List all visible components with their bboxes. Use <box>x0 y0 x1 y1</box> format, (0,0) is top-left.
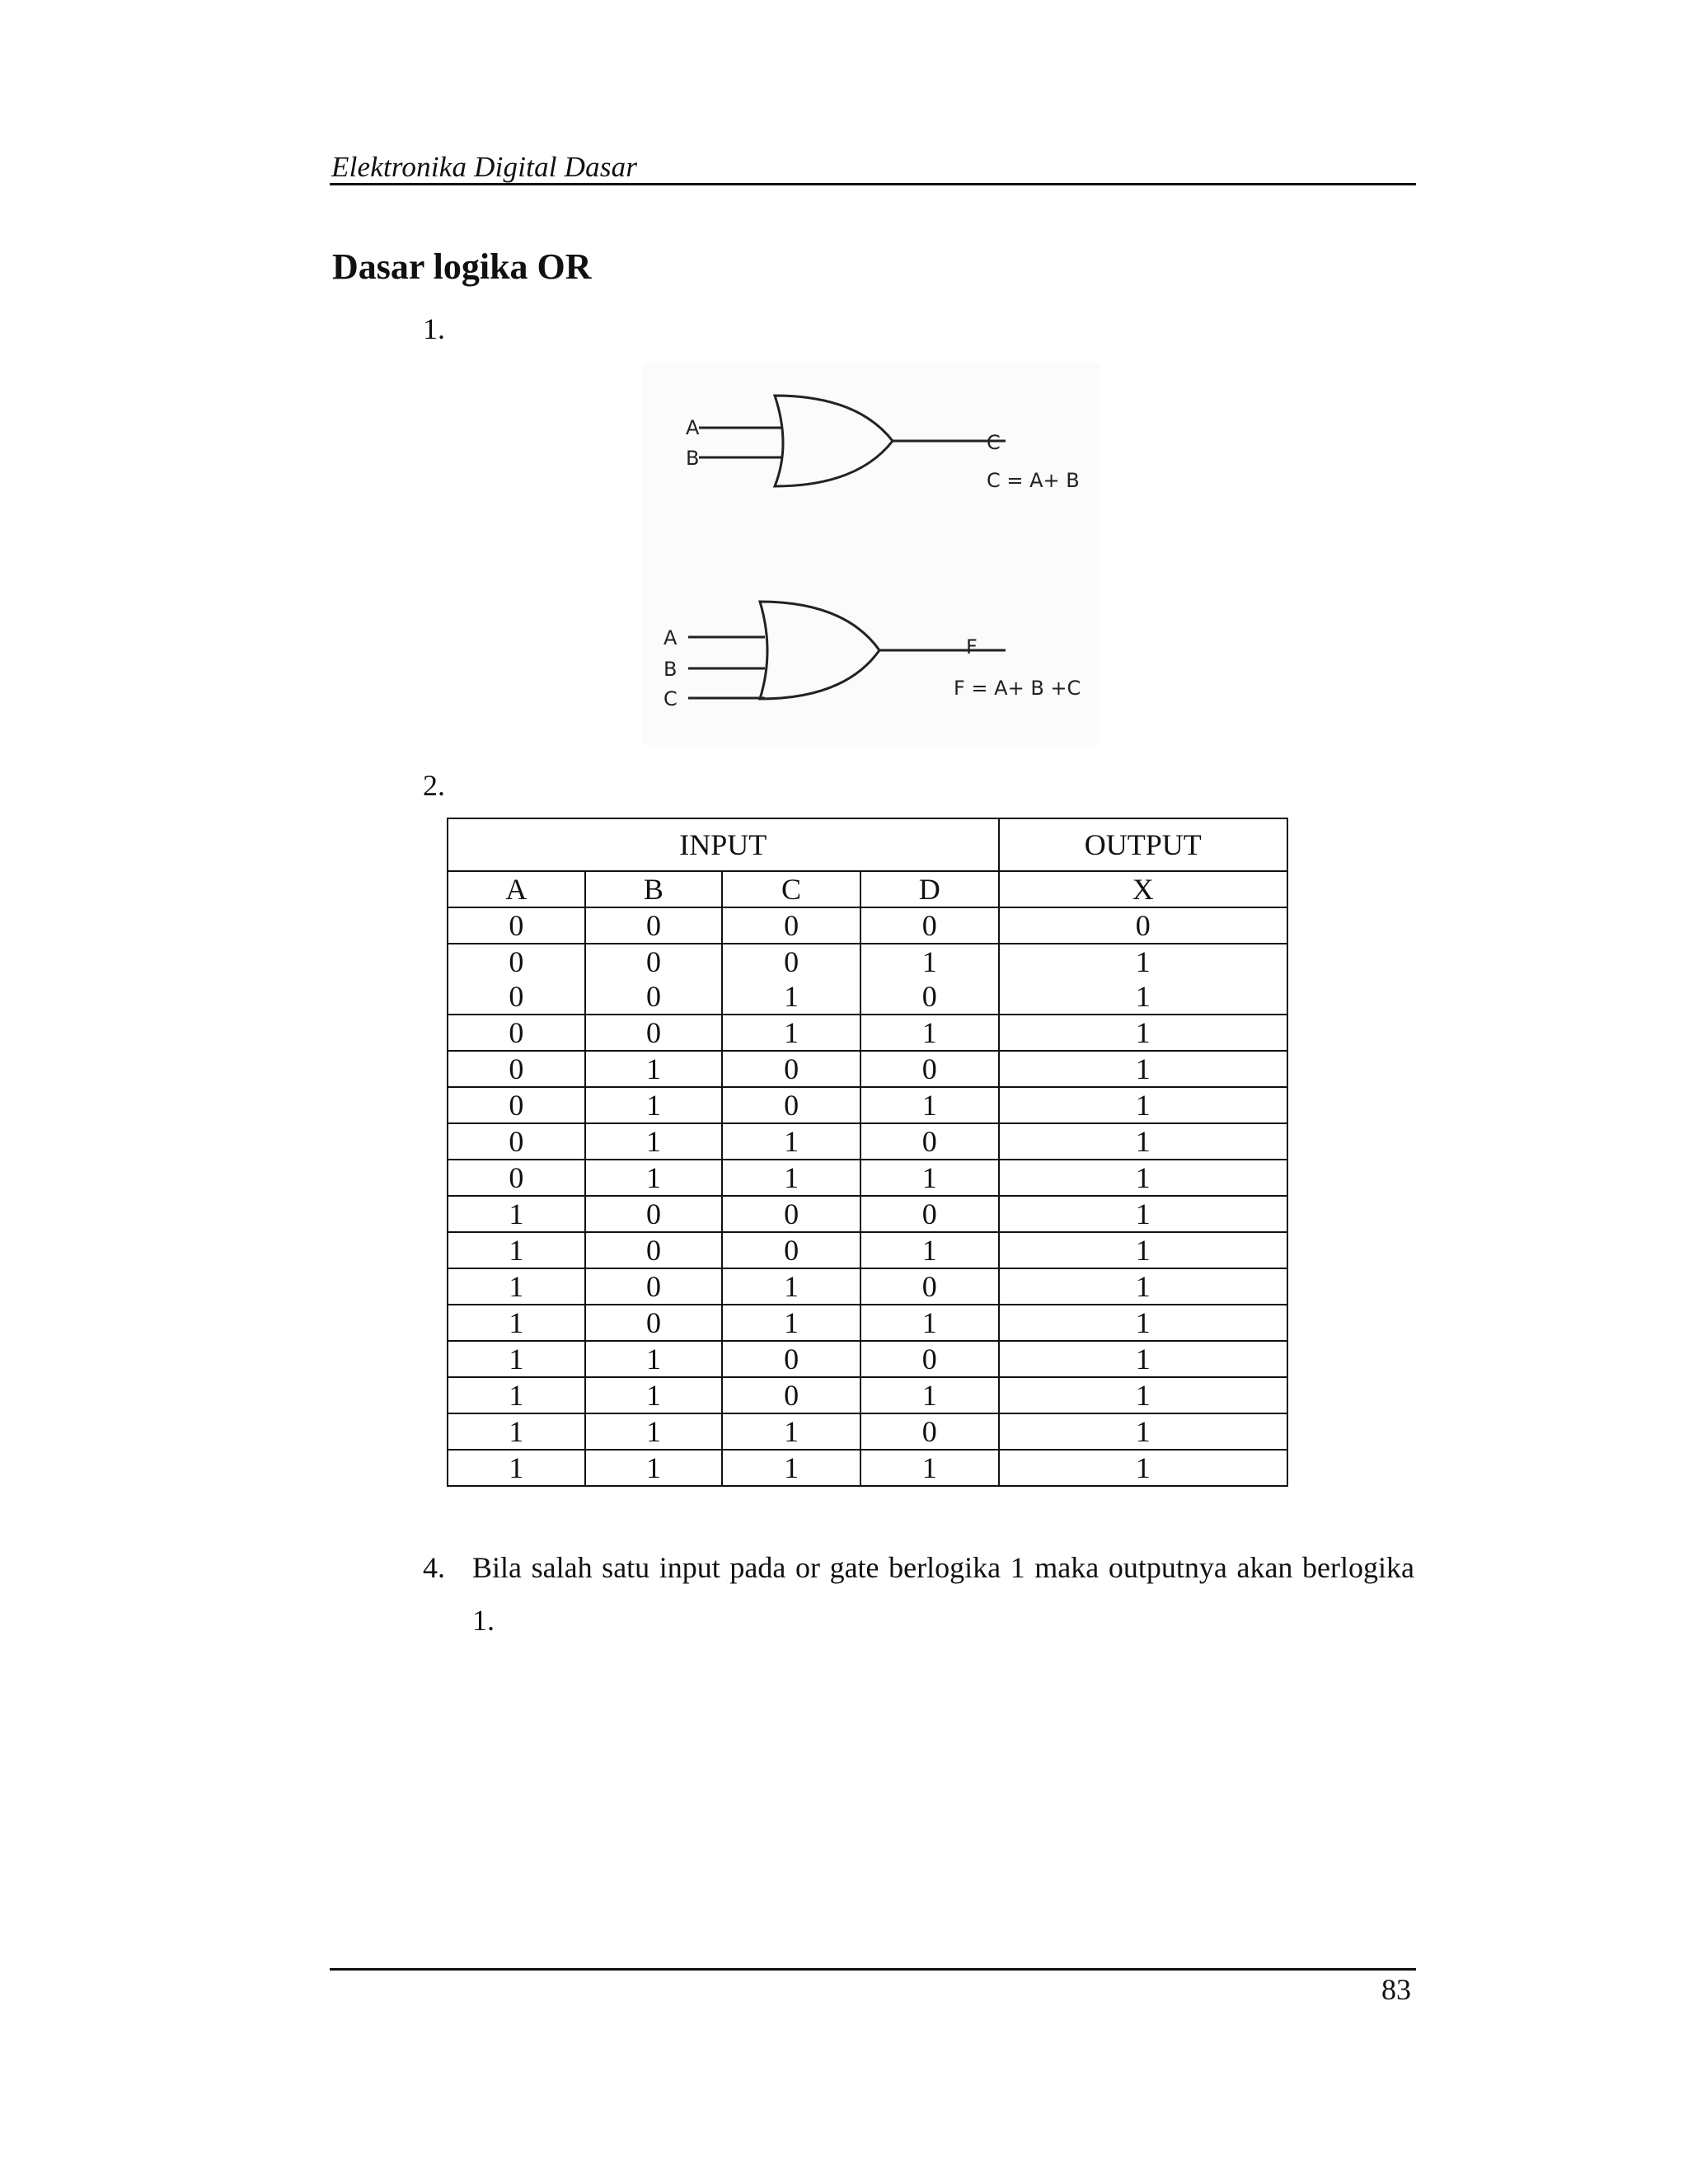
table-row <box>448 1123 1287 1160</box>
table-cell: 0 <box>860 1341 999 1377</box>
table-cell: 1 <box>448 1196 585 1232</box>
table-cell: 0 <box>722 1051 860 1087</box>
table-cell: 0 <box>448 1051 585 1087</box>
or-gate-2-input <box>699 396 1006 486</box>
table-cell: 0 <box>860 1196 999 1232</box>
table-cell: 0 <box>860 1413 999 1450</box>
table-cell: 1 <box>860 1160 999 1196</box>
cell-value: 1 <box>921 945 937 978</box>
footer-divider <box>330 1968 1416 1971</box>
table-cell: 1 <box>585 1413 723 1450</box>
table-row <box>448 1160 1287 1196</box>
table-cell: 1 <box>860 1450 999 1486</box>
table-row <box>448 1232 1287 1268</box>
table-cell: 1 <box>999 1377 1288 1413</box>
gate2-output-label: F <box>966 635 978 658</box>
table-row <box>448 1341 1287 1377</box>
table-cell: 1 <box>448 1450 585 1486</box>
table-row <box>448 1377 1287 1413</box>
table-cell: 0 <box>860 907 999 944</box>
table-cell: 1 <box>860 1232 999 1268</box>
table-row <box>448 1051 1287 1087</box>
page-number: 83 <box>1381 1973 1411 2006</box>
table-cell: 0 <box>448 1123 585 1160</box>
table-cell: 1 <box>585 1341 723 1377</box>
table-cell: 1 <box>722 1413 860 1450</box>
table-cell: 1 <box>999 1341 1288 1377</box>
section-title: Dasar logika OR <box>332 246 592 287</box>
table-cell: 1 <box>860 1015 999 1051</box>
table-cell: 1 <box>860 1377 999 1413</box>
table-cell: 0 <box>585 1015 723 1051</box>
column-header: A <box>448 871 585 907</box>
table-cell: 0 <box>860 1051 999 1087</box>
table-row <box>448 1413 1287 1450</box>
table-cell: 0 <box>722 1087 860 1123</box>
gate1-output-label: C <box>987 431 1001 454</box>
table-cell: 1 <box>999 1123 1288 1160</box>
table-cell: 1 <box>585 1377 723 1413</box>
conclusion-statement <box>423 1541 1414 1647</box>
table-cell: 0 <box>448 1087 585 1123</box>
item-number-1: 1. <box>423 312 445 345</box>
cell-value: 1 <box>784 980 799 1013</box>
table-cell: 1 <box>722 1450 860 1486</box>
table-cell <box>448 944 585 1015</box>
table-cell: 1 <box>999 1305 1288 1341</box>
table-cell: 1 <box>999 1087 1288 1123</box>
header-divider <box>330 183 1416 185</box>
table-cell: 0 <box>722 1196 860 1232</box>
column-header-row <box>448 871 1287 907</box>
table-row <box>448 1196 1287 1232</box>
table-row <box>448 1305 1287 1341</box>
gate2-equation: F = A+ B +C <box>954 677 1081 700</box>
table-cell <box>860 944 999 1015</box>
output-group-header: OUTPUT <box>999 818 1288 871</box>
table-cell: 1 <box>999 1413 1288 1450</box>
table-cell: 0 <box>448 907 585 944</box>
table-cell: 0 <box>448 1160 585 1196</box>
table-row <box>448 1450 1287 1486</box>
table-cell: 1 <box>860 1087 999 1123</box>
or-gate-figure <box>643 363 1100 745</box>
cell-value: 0 <box>645 945 661 978</box>
table-cell: 1 <box>722 1305 860 1341</box>
table-cell: 0 <box>722 1232 860 1268</box>
column-header: X <box>999 871 1288 907</box>
gate2-input-b-label: B <box>663 658 678 681</box>
table-cell <box>722 944 860 1015</box>
gate2-input-c-label: C <box>663 687 678 710</box>
gate1-input-a-label: A <box>686 416 700 439</box>
table-cell: 1 <box>722 1160 860 1196</box>
table-row <box>448 1268 1287 1305</box>
table-cell: 0 <box>585 1268 723 1305</box>
table-cell: 1 <box>448 1305 585 1341</box>
column-header: B <box>585 871 723 907</box>
column-header: D <box>860 871 999 907</box>
table-cell: 1 <box>585 1087 723 1123</box>
table-cell: 0 <box>585 1196 723 1232</box>
table-cell: 0 <box>860 1123 999 1160</box>
table-cell <box>999 944 1288 1015</box>
table-cell: 1 <box>999 1268 1288 1305</box>
table-cell: 1 <box>999 1051 1288 1087</box>
table-cell: 0 <box>585 1232 723 1268</box>
table-cell: 0 <box>585 907 723 944</box>
table-cell: 1 <box>448 1232 585 1268</box>
table-cell: 1 <box>448 1413 585 1450</box>
table-row <box>448 944 1287 1015</box>
statement-text: Bila salah satu input pada or gate berlogika 1 maka outputnya akan berlogika 1. <box>472 1551 1414 1637</box>
item-number-2: 2. <box>423 769 445 802</box>
column-header: C <box>722 871 860 907</box>
table-cell: 1 <box>585 1160 723 1196</box>
table-cell: 1 <box>722 1123 860 1160</box>
truth-table <box>447 818 1288 1487</box>
table-cell: 1 <box>999 1015 1288 1051</box>
table-cell: 1 <box>999 1160 1288 1196</box>
statement-number: 4. <box>423 1551 445 1584</box>
table-cell: 1 <box>999 1450 1288 1486</box>
table-cell: 0 <box>722 1341 860 1377</box>
cell-value: 0 <box>784 945 799 978</box>
running-header: Elektronika Digital Dasar <box>331 151 638 183</box>
table-row <box>448 1087 1287 1123</box>
table-cell: 1 <box>722 1015 860 1051</box>
cell-value: 0 <box>645 980 661 1013</box>
table-cell: 1 <box>448 1341 585 1377</box>
table-cell: 1 <box>585 1450 723 1486</box>
table-cell: 1 <box>448 1268 585 1305</box>
table-cell: 1 <box>585 1051 723 1087</box>
cell-value: 1 <box>1135 980 1151 1013</box>
table-cell: 1 <box>585 1123 723 1160</box>
table-row <box>448 907 1287 944</box>
table-row <box>448 1015 1287 1051</box>
gate2-input-a-label: A <box>663 626 678 649</box>
table-cell: 1 <box>722 1268 860 1305</box>
gate1-equation: C = A+ B <box>987 469 1080 492</box>
table-cell: 0 <box>585 1305 723 1341</box>
table-cell: 1 <box>448 1377 585 1413</box>
cell-value: 0 <box>509 980 524 1013</box>
table-cell: 0 <box>722 907 860 944</box>
table-cell: 1 <box>999 1232 1288 1268</box>
table-cell: 0 <box>722 1377 860 1413</box>
input-group-header: INPUT <box>448 818 999 871</box>
gate1-input-b-label: B <box>686 447 700 470</box>
table-cell: 1 <box>860 1305 999 1341</box>
cell-value: 0 <box>509 945 524 978</box>
table-cell: 0 <box>999 907 1288 944</box>
table-cell: 0 <box>448 1015 585 1051</box>
table-cell: 0 <box>860 1268 999 1305</box>
cell-value: 0 <box>921 980 937 1013</box>
table-cell <box>585 944 723 1015</box>
cell-value: 1 <box>1135 945 1151 978</box>
table-cell: 1 <box>999 1196 1288 1232</box>
